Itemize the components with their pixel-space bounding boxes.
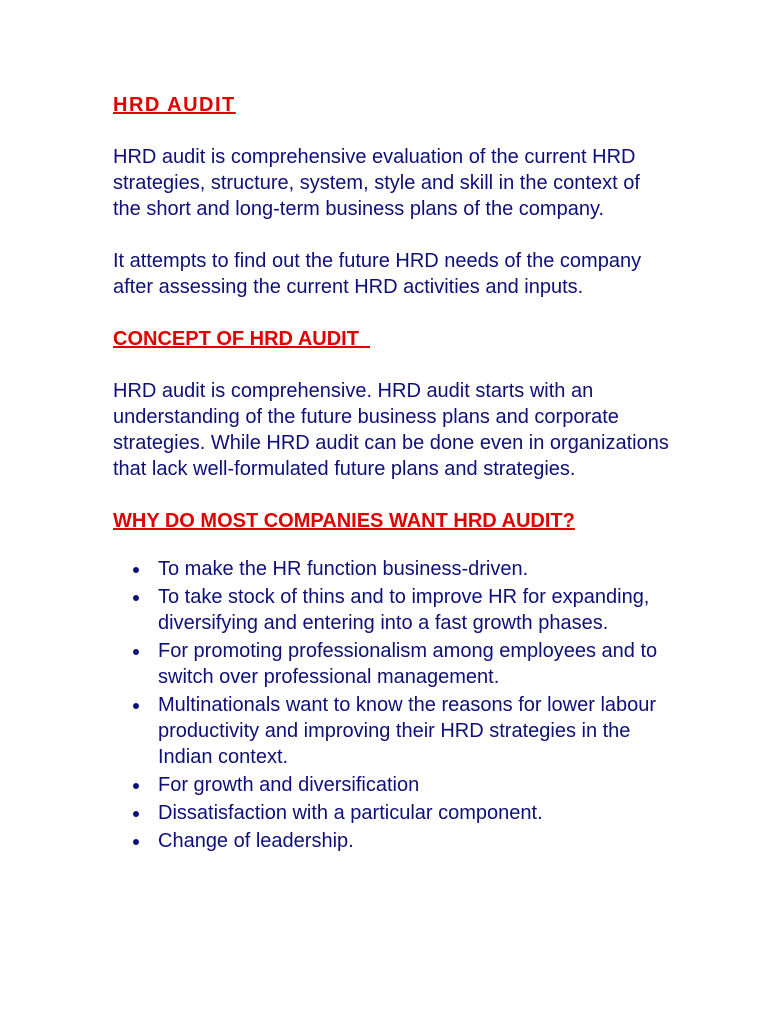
why-heading: WHY DO MOST COMPANIES WANT HRD AUDIT? — [113, 510, 575, 532]
document-page — [113, 92, 673, 856]
bullet-icon — [133, 811, 139, 817]
list-item — [113, 800, 673, 826]
list-item — [113, 772, 673, 798]
reason-text: Multinationals want to know the reasons for lower labour productivity and improving their HRD strategies in the Indian context. — [158, 694, 657, 768]
bullet-icon — [133, 595, 139, 601]
reason-text: Dissatisfaction with a particular component. — [158, 802, 543, 824]
bullet-icon — [133, 703, 139, 709]
reason-text: Change of leadership. — [158, 830, 354, 852]
bullet-icon — [133, 783, 139, 789]
intro-paragraph-2: It attempts to find out the future HRD needs of the company after assessing the current HRD activities and inputs. — [113, 250, 642, 298]
intro-paragraph-1: HRD audit is comprehensive evaluation of the current HRD strategies, structure, system, style and skill in the context of the short and long-term business plans of the company. — [113, 146, 640, 220]
bullet-icon — [133, 649, 139, 655]
list-item — [113, 584, 673, 636]
reason-text: To make the HR function business-driven. — [158, 558, 529, 580]
list-item — [113, 692, 673, 770]
reason-text: For promoting professionalism among employees and to switch over professional management. — [158, 640, 658, 688]
list-item — [113, 556, 673, 582]
reasons-list — [113, 556, 673, 854]
concept-paragraph: HRD audit is comprehensive. HRD audit starts with an understanding of the future business plans and corporate strategies. While HRD audit can be done even in organizations that lack well-formulated future plans and strategies. — [113, 380, 669, 480]
bullet-icon — [133, 567, 139, 573]
reason-text: For growth and diversification — [158, 774, 420, 796]
title-heading: HRD AUDIT — [113, 94, 236, 116]
concept-heading: CONCEPT OF HRD AUDIT — [113, 328, 371, 350]
list-item — [113, 638, 673, 690]
reason-text: To take stock of thins and to improve HR for expanding, diversifying and entering into a fast growth phases. — [158, 586, 650, 634]
list-item — [113, 828, 673, 854]
bullet-icon — [133, 839, 139, 845]
